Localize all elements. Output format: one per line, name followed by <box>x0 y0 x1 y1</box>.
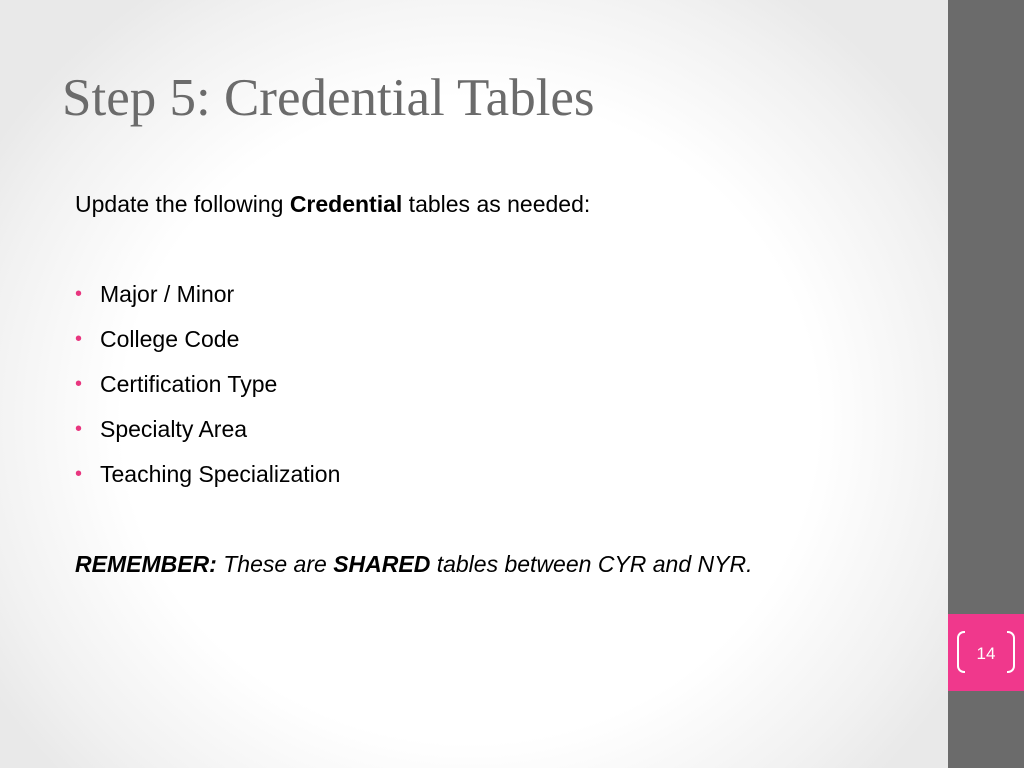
remember-text-after: tables between CYR and NYR. <box>430 551 753 577</box>
page-number-badge <box>948 614 1024 691</box>
list-item <box>75 319 915 364</box>
intro-text-after: tables as needed: <box>402 191 591 217</box>
remember-text-before: These are <box>216 551 334 577</box>
list-item <box>75 454 915 499</box>
list-item <box>75 409 915 454</box>
bullet-icon: • <box>75 373 83 395</box>
intro-text-before: Update the following <box>75 191 290 217</box>
intro-line <box>75 184 915 224</box>
intro-bold-text: Credential <box>289 191 403 217</box>
remember-label: REMEMBER: <box>75 551 217 577</box>
slide-title: Step 5: Credential Tables <box>62 69 595 127</box>
list-item-label: Certification Type <box>100 371 278 397</box>
list-item-label: Specialty Area <box>100 416 248 442</box>
page-number: 14 <box>976 644 996 663</box>
list-item-label: College Code <box>100 326 240 352</box>
credential-table-list <box>75 274 915 499</box>
bullet-icon: • <box>75 418 83 440</box>
right-brace-icon <box>1007 631 1015 673</box>
list-item-label: Teaching Specialization <box>100 461 341 487</box>
remember-note <box>75 544 915 584</box>
list-item-label: Major / Minor <box>100 281 235 307</box>
slide-body <box>75 184 915 584</box>
list-item <box>75 274 915 319</box>
bullet-icon: • <box>75 463 83 485</box>
list-item <box>75 364 915 409</box>
bullet-icon: • <box>75 283 83 305</box>
bullet-icon: • <box>75 328 83 350</box>
remember-emphasis: SHARED <box>333 551 431 577</box>
